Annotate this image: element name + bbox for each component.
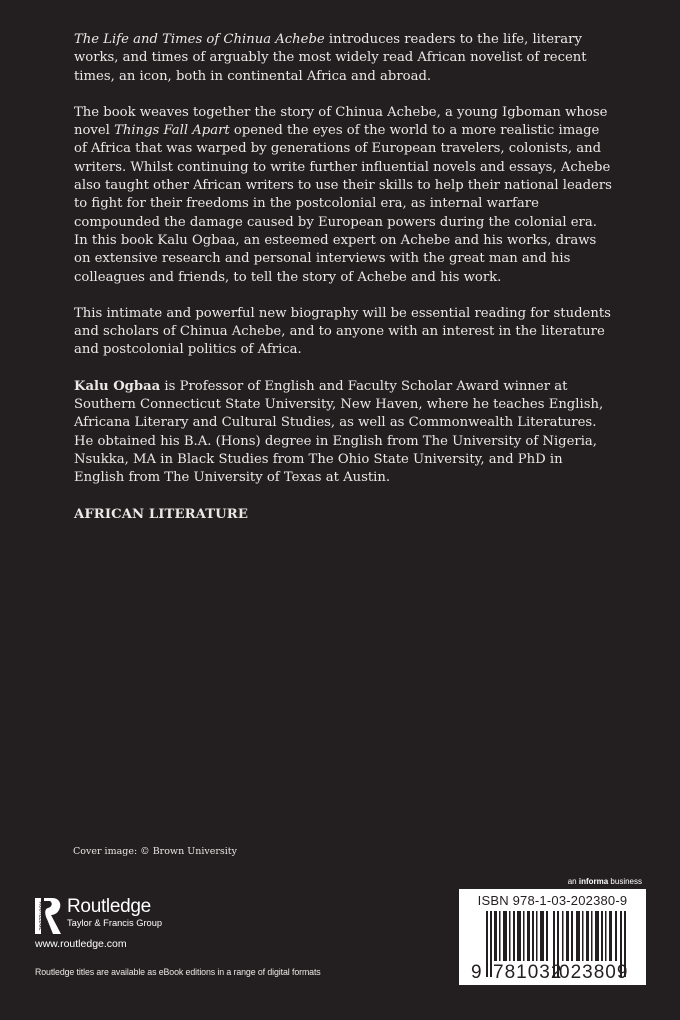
- back-cover-blurb: [74, 31, 614, 542]
- ebook-note: Routledge titles are available as eBook editions in a range of digital formats: [35, 967, 321, 977]
- author-bio: Kalu Ogbaa is Professor of English and Faculty Scholar Award winner at Southern Connecticut State University, New Haven, where he teaches English, Africana Literary and Cultural Studies, as well as Commonwealth Literatures. He obtained his B.A. (Hons) degree in English from The University of Nigeria, Nsukka, MA in Black Studies from The Ohio State University, and PhD in English from The University of Texas at Austin.: [74, 378, 604, 486]
- audience-paragraph: This intimate and powerful new biography will be essential reading for students and scholars of Chinua Achebe, and to anyone with an interest in the literature and postcolonial politics of Africa.: [74, 305, 611, 358]
- informa-tagline: an informa business: [567, 877, 642, 886]
- isbn-barcode: ISBN 978-1-03-202380-9 9 781032 023809: [459, 889, 646, 985]
- novel-title: Things Fall Apart: [114, 123, 230, 139]
- subject-category: AFRICAN LITERATURE: [74, 506, 248, 522]
- intro-paragraph: The Life and Times of Chinua Achebe introduces readers to the life, literary works, and times of arguably the most widely read African novelist of recent times, an icon, both in continental Africa and abroad.: [74, 32, 587, 84]
- publisher-name: Routledge: [67, 896, 151, 917]
- author-name: Kalu Ogbaa: [74, 378, 161, 394]
- routledge-logo: [35, 897, 162, 935]
- cover-credit: Cover image: © Brown University: [73, 846, 237, 857]
- description-paragraph: The book weaves together the story of Chinua Achebe, a young Igboman whose novel Things Fall Apart opened the eyes of the world to a more realistic image of Africa that was warped by generations of European travelers, colonists, and writers. Whilst continuing to write further influential novels and essays, Achebe also taught other African writers to use their skills to help their national leaders to fight for their freedoms in the postcolonial era, as internal warfare compounded the damage caused by European powers during the colonial era. In this book Kalu Ogbaa, an esteemed expert on Achebe and his works, draws on extensive research and personal interviews with the great man and his colleagues and friends, to tell the story of Achebe and his work.: [74, 104, 612, 285]
- svg-text:ROUTLEDGE: ROUTLEDGE: [38, 901, 44, 931]
- book-title: The Life and Times of Chinua Achebe: [74, 32, 325, 47]
- routledge-r-icon: [35, 897, 63, 935]
- isbn-label: ISBN 978-1-03-202380-9: [477, 893, 628, 908]
- publisher-url[interactable]: www.routledge.com: [35, 938, 127, 950]
- publisher-group: Taylor & Francis Group: [67, 918, 163, 928]
